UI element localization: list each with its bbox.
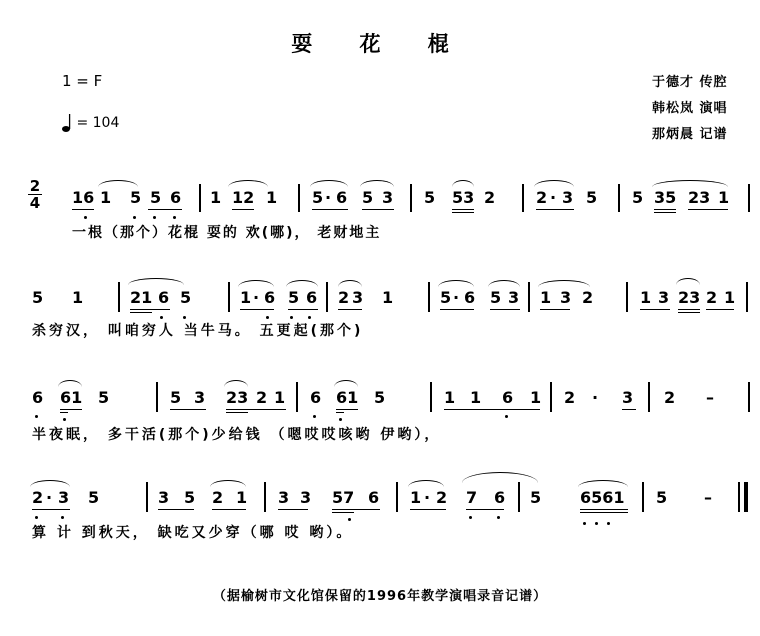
- bar-line: [518, 482, 520, 512]
- bar-line: [748, 184, 750, 212]
- beam-underline: [452, 209, 474, 210]
- note: 12: [232, 188, 255, 207]
- beam-underline: [130, 312, 152, 313]
- note: 6: [464, 288, 476, 307]
- note: 5: [288, 288, 300, 307]
- tempo-value: = 104: [76, 115, 120, 131]
- beam-underline: [654, 209, 676, 210]
- octave-dot: [313, 415, 316, 418]
- beam-underline: [240, 309, 274, 310]
- octave-dot: [133, 216, 136, 219]
- key-signature: 1 = F: [62, 72, 103, 90]
- note: 3: [562, 188, 574, 207]
- slur-arc: [360, 180, 394, 187]
- staff-line-3: [0, 380, 760, 424]
- slur-arc: [224, 380, 248, 387]
- note: 5: [362, 188, 374, 207]
- note: –: [704, 488, 712, 507]
- note: 2: [436, 488, 448, 507]
- note: 5: [170, 388, 182, 407]
- bar-line: [528, 282, 530, 312]
- note: 5: [180, 288, 192, 307]
- beam-underline: [336, 412, 344, 413]
- note: 1: [274, 388, 286, 407]
- beam-underline: [60, 412, 68, 413]
- bar-line: [522, 184, 524, 212]
- note: 6: [158, 288, 170, 307]
- bar-line: [296, 382, 298, 412]
- beam-underline: [362, 209, 394, 210]
- bar-line: [746, 282, 748, 312]
- note: 1: [724, 288, 736, 307]
- note: 2: [256, 388, 268, 407]
- bar-line: [156, 382, 158, 412]
- beam-underline: [706, 309, 734, 310]
- beam-underline: [332, 512, 354, 513]
- note: 23: [688, 188, 711, 207]
- time-signature-top: 2: [29, 177, 41, 195]
- beam-underline: [226, 409, 286, 410]
- octave-dot: [35, 415, 38, 418]
- credit-composer: 于德才 传腔: [652, 75, 728, 90]
- beam-underline: [654, 212, 676, 213]
- beam-underline: [232, 209, 254, 210]
- note: 2: [582, 288, 594, 307]
- note: 3: [622, 388, 634, 407]
- note: 3: [560, 288, 572, 307]
- slur-arc: [228, 180, 268, 187]
- note: 6: [310, 388, 322, 407]
- octave-dot: [339, 418, 342, 421]
- beam-underline: [536, 209, 574, 210]
- slur-arc: [578, 480, 628, 487]
- note: 3: [278, 488, 290, 507]
- beam-underline: [226, 412, 248, 413]
- octave-dot: [607, 522, 610, 525]
- note: 2: [536, 188, 548, 207]
- beam-underline: [490, 309, 520, 310]
- bar-line: [410, 184, 412, 212]
- note: –: [706, 388, 714, 407]
- slur-arc: [488, 280, 520, 287]
- beam-underline: [336, 409, 358, 410]
- octave-dot: [160, 316, 163, 319]
- octave-dot: [84, 216, 87, 219]
- song-title: 耍 花 棍: [291, 32, 469, 56]
- note: 1: [72, 288, 84, 307]
- note: 1: [266, 188, 278, 207]
- lyrics-line-1: 一根（那个）花棍 耍的 欢(哪)， 老财地主: [72, 225, 382, 241]
- bar-line: [199, 184, 201, 212]
- note: 2: [212, 488, 224, 507]
- beam-underline: [622, 409, 636, 410]
- octave-dot: [290, 316, 293, 319]
- note: 1: [210, 188, 222, 207]
- octave-dot: [266, 316, 269, 319]
- note: 5: [88, 488, 100, 507]
- slur-arc: [676, 278, 700, 285]
- note: 6: [336, 188, 348, 207]
- note: 6: [306, 288, 318, 307]
- beam-underline: [466, 509, 504, 510]
- note: 5: [490, 288, 502, 307]
- bar-line: [396, 482, 398, 512]
- note: 21: [130, 288, 153, 307]
- lyrics-line-4: 算 计 到秋天， 缺吃又少穿（哪 哎 哟）。: [32, 525, 354, 541]
- octave-dot: [153, 216, 156, 219]
- note: 1: [718, 188, 730, 207]
- note: 1: [640, 288, 652, 307]
- note: ·: [325, 188, 332, 207]
- credit-transcriber: 那炳晨 记谱: [652, 127, 728, 142]
- note: 6: [264, 288, 276, 307]
- note: 5: [32, 288, 44, 307]
- beam-underline: [312, 209, 348, 210]
- beam-underline: [440, 309, 474, 310]
- beam-underline: [288, 309, 318, 310]
- octave-dot: [35, 516, 38, 519]
- note: 3: [300, 488, 312, 507]
- note: 23: [226, 388, 249, 407]
- note: 53: [452, 188, 475, 207]
- staff-line-1: [0, 177, 760, 224]
- octave-dot: [469, 516, 472, 519]
- note: 2: [484, 188, 496, 207]
- credits: [652, 70, 728, 148]
- bar-line: [228, 282, 230, 312]
- note: 5: [424, 188, 436, 207]
- note: ·: [253, 288, 260, 307]
- slur-arc: [534, 180, 574, 187]
- source-note: （据榆树市文化馆保留的1996年教学演唱录音记谱）: [212, 589, 548, 604]
- slur-arc: [58, 380, 82, 387]
- note: 1: [410, 488, 422, 507]
- note: 6: [502, 388, 514, 407]
- bar-line: [648, 382, 650, 412]
- note: 1: [100, 188, 112, 207]
- octave-dot: [63, 418, 66, 421]
- note: 5: [130, 188, 142, 207]
- slur-arc: [128, 278, 184, 285]
- final-bar-line: [744, 482, 748, 512]
- note: 3: [58, 488, 70, 507]
- beam-underline: [72, 209, 94, 210]
- slur-arc: [462, 472, 538, 483]
- slur-arc: [210, 480, 246, 487]
- note: ·: [592, 388, 599, 407]
- note: 1: [236, 488, 248, 507]
- beam-underline: [338, 309, 362, 310]
- slur-arc: [338, 280, 362, 287]
- bar-line: [146, 482, 148, 512]
- note: 5: [150, 188, 162, 207]
- octave-dot: [595, 522, 598, 525]
- slur-arc: [98, 180, 138, 187]
- beam-underline: [32, 509, 70, 510]
- note: 5: [586, 188, 598, 207]
- note: 5: [374, 388, 386, 407]
- slur-arc: [310, 180, 348, 187]
- beam-underline: [678, 309, 700, 310]
- beam-underline: [678, 312, 700, 313]
- octave-dot: [61, 516, 64, 519]
- note: 3: [352, 288, 364, 307]
- note: 5: [656, 488, 668, 507]
- beam-underline: [60, 409, 82, 410]
- staff-line-4: [0, 480, 760, 524]
- bar-line: [430, 382, 432, 412]
- note: 3: [194, 388, 206, 407]
- beam-underline: [688, 209, 728, 210]
- beam-underline: [452, 212, 474, 213]
- bar-line: [298, 184, 300, 212]
- bar-line: [626, 282, 628, 312]
- bar-line: [618, 184, 620, 212]
- note: 6561: [580, 488, 625, 507]
- beam-underline: [212, 509, 246, 510]
- note: 3: [658, 288, 670, 307]
- note: 5: [312, 188, 324, 207]
- bar-line: [264, 482, 266, 512]
- note: ·: [46, 488, 53, 507]
- note: 6: [494, 488, 506, 507]
- octave-dot: [348, 518, 351, 521]
- note: 1: [240, 288, 252, 307]
- note: 5: [184, 488, 196, 507]
- beam-underline: [444, 409, 540, 410]
- note: 61: [60, 388, 83, 407]
- note: 6: [32, 388, 44, 407]
- credit-singer: 韩松岚 演唱: [652, 101, 728, 116]
- note: 1: [382, 288, 394, 307]
- note: 23: [678, 288, 701, 307]
- octave-dot: [583, 522, 586, 525]
- staff-line-2: [0, 278, 760, 322]
- slur-arc: [452, 180, 474, 187]
- time-signature-bottom: 4: [29, 194, 41, 212]
- octave-dot: [497, 516, 500, 519]
- note: 3: [508, 288, 520, 307]
- slur-arc: [438, 280, 474, 287]
- note: 16: [72, 188, 95, 207]
- beam-underline: [158, 509, 194, 510]
- note: ·: [550, 188, 557, 207]
- note: 2: [338, 288, 350, 307]
- bar-line: [738, 482, 740, 512]
- note: 6: [170, 188, 182, 207]
- lyrics-line-3: 半夜眠， 多干活(那个)少给钱 （嗯哎哎咳哟 伊哟），: [32, 427, 442, 443]
- bar-line: [428, 282, 430, 312]
- note: 5: [632, 188, 644, 207]
- note: ·: [424, 488, 431, 507]
- beam-underline: [278, 509, 308, 510]
- octave-dot: [183, 316, 186, 319]
- octave-dot: [308, 316, 311, 319]
- slur-arc: [286, 280, 318, 287]
- bar-line: [748, 382, 750, 412]
- note: 61: [336, 388, 359, 407]
- slur-arc: [652, 180, 728, 187]
- note: 5: [98, 388, 110, 407]
- slur-arc: [538, 280, 590, 287]
- slur-arc: [238, 280, 274, 287]
- beam-underline: [580, 509, 628, 510]
- note: 3: [158, 488, 170, 507]
- beam-underline: [130, 309, 170, 310]
- slur-arc: [334, 380, 358, 387]
- quarter-note-icon: [62, 113, 72, 133]
- octave-dot: [173, 216, 176, 219]
- note: 1: [530, 388, 542, 407]
- tempo-marking: [62, 113, 119, 133]
- note: 5: [440, 288, 452, 307]
- beam-underline: [410, 509, 446, 510]
- octave-dot: [505, 415, 508, 418]
- note: 1: [444, 388, 456, 407]
- slur-arc: [408, 480, 444, 487]
- beam-underline: [170, 409, 206, 410]
- bar-line: [550, 382, 552, 412]
- note: 2: [32, 488, 44, 507]
- beam-underline: [640, 309, 670, 310]
- lyrics-line-2: 杀穷汉， 叫咱穷人 当牛马。 五更起(那个): [32, 323, 364, 339]
- beam-underline: [148, 209, 182, 210]
- note: 35: [654, 188, 677, 207]
- bar-line: [118, 282, 120, 312]
- note: 5: [530, 488, 542, 507]
- note: 7: [466, 488, 478, 507]
- note: 2: [564, 388, 576, 407]
- note: 2: [706, 288, 718, 307]
- note: ·: [453, 288, 460, 307]
- note: 57: [332, 488, 355, 507]
- note: 2: [664, 388, 676, 407]
- beam-underline: [580, 512, 628, 513]
- note: 6: [368, 488, 380, 507]
- note: 1: [470, 388, 482, 407]
- bar-line: [642, 482, 644, 512]
- note: 1: [540, 288, 552, 307]
- beam-underline: [332, 509, 380, 510]
- slur-arc: [30, 480, 70, 487]
- note: 3: [382, 188, 394, 207]
- bar-line: [326, 282, 328, 312]
- beam-underline: [540, 309, 570, 310]
